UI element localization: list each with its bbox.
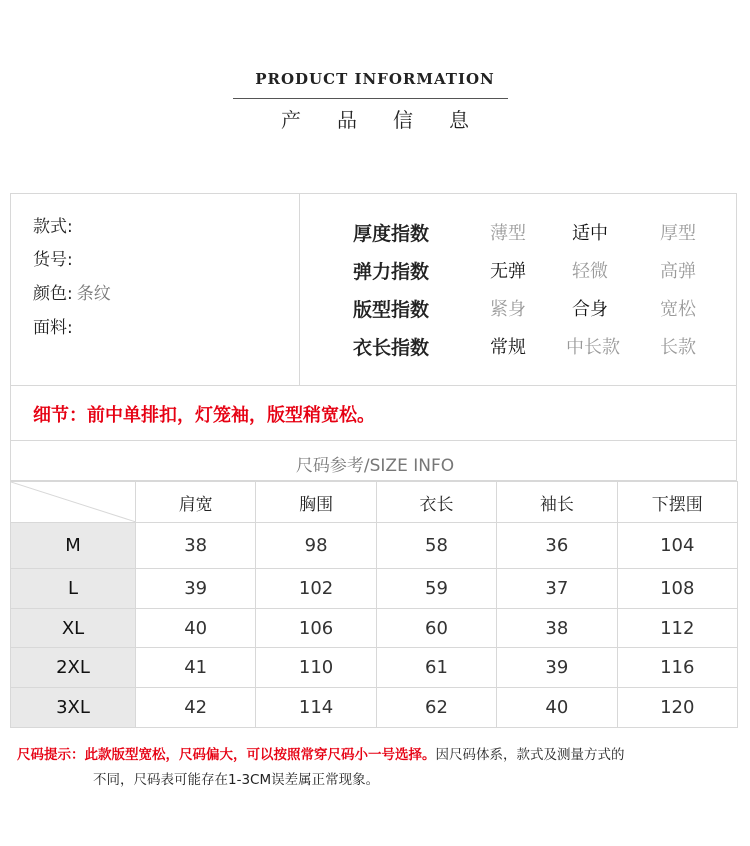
length-option: 长款 [660,337,696,358]
column-header: 胸围 [256,482,376,523]
index-elasticity-label: 弹力指数 [353,261,430,283]
title-char: 产 [281,108,301,132]
title-english: PRODUCT INFORMATION [255,70,495,88]
size-label: XL [11,609,136,648]
elasticity-option: 高弹 [660,261,696,282]
thickness-option: 厚型 [660,223,696,244]
table-row [11,648,738,688]
title-char: 息 [449,108,469,132]
spec-style: 款式: [33,217,73,237]
fit-option: 紧身 [490,299,526,320]
length-option: 中长款 [566,337,620,358]
index-length-label: 衣长指数 [353,337,430,359]
column-header: 衣长 [376,482,496,523]
table-cell: 106 [256,609,376,648]
size-table-corner [11,482,136,523]
table-cell: 40 [136,609,256,648]
spec-color: 颜色: 条纹 [33,284,111,304]
table-cell: 36 [497,523,617,569]
table-cell: 120 [617,688,737,728]
table-cell: 39 [497,648,617,688]
spec-item-no: 货号: [33,250,73,270]
title-chinese [0,104,750,133]
size-label: M [11,523,136,569]
size-label: L [11,569,136,609]
table-cell: 116 [617,648,737,688]
table-row [11,609,738,648]
info-divider [299,193,300,386]
table-cell: 114 [256,688,376,728]
fit-option: 合身 [572,299,608,320]
table-row [11,688,738,728]
size-tip-line1 [17,743,625,763]
detail-text: 细节：前中单排扣，灯笼袖，版型稍宽松。 [33,405,375,426]
table-cell: 38 [136,523,256,569]
index-fit-label: 版型指数 [353,299,430,321]
table-cell: 61 [376,648,496,688]
title-char: 信 [393,108,413,132]
table-cell: 104 [617,523,737,569]
elasticity-option: 轻微 [572,261,608,282]
size-table-header-row [11,482,738,523]
index-thickness-label: 厚度指数 [353,223,430,245]
elasticity-option: 无弹 [490,261,526,282]
title-divider [233,98,508,99]
size-table [10,481,738,728]
table-cell: 59 [376,569,496,609]
size-label: 3XL [11,688,136,728]
table-cell: 110 [256,648,376,688]
table-cell: 39 [136,569,256,609]
size-tip-line2: 不同，尺码表可能存在1-3CM误差属正常现象。 [93,772,380,788]
corner-diagonal [11,482,136,522]
table-cell: 60 [376,609,496,648]
size-info-title: 尺码参考/SIZE INFO [295,456,455,476]
size-label: 2XL [11,648,136,688]
fit-option: 宽松 [660,299,696,320]
size-tip-text: 因尺码体系，款式及测量方式的 [435,747,625,763]
thickness-option: 薄型 [490,223,526,244]
table-cell: 108 [617,569,737,609]
column-header: 袖长 [497,482,617,523]
table-row [11,569,738,609]
table-cell: 62 [376,688,496,728]
length-option: 常规 [490,337,526,358]
column-header: 肩宽 [136,482,256,523]
table-cell: 40 [497,688,617,728]
table-row [11,523,738,569]
table-cell: 38 [497,609,617,648]
table-cell: 37 [497,569,617,609]
spec-fabric: 面料: [33,318,73,338]
column-header: 下摆围 [617,482,737,523]
table-cell: 42 [136,688,256,728]
table-cell: 98 [256,523,376,569]
table-cell: 41 [136,648,256,688]
size-tip-highlight: 尺码提示：此款版型宽松，尺码偏大，可以按照常穿尺码小一号选择。 [17,747,436,763]
thickness-option: 适中 [572,223,608,244]
table-cell: 102 [256,569,376,609]
table-cell: 112 [617,609,737,648]
table-cell: 58 [376,523,496,569]
title-char: 品 [337,108,357,132]
